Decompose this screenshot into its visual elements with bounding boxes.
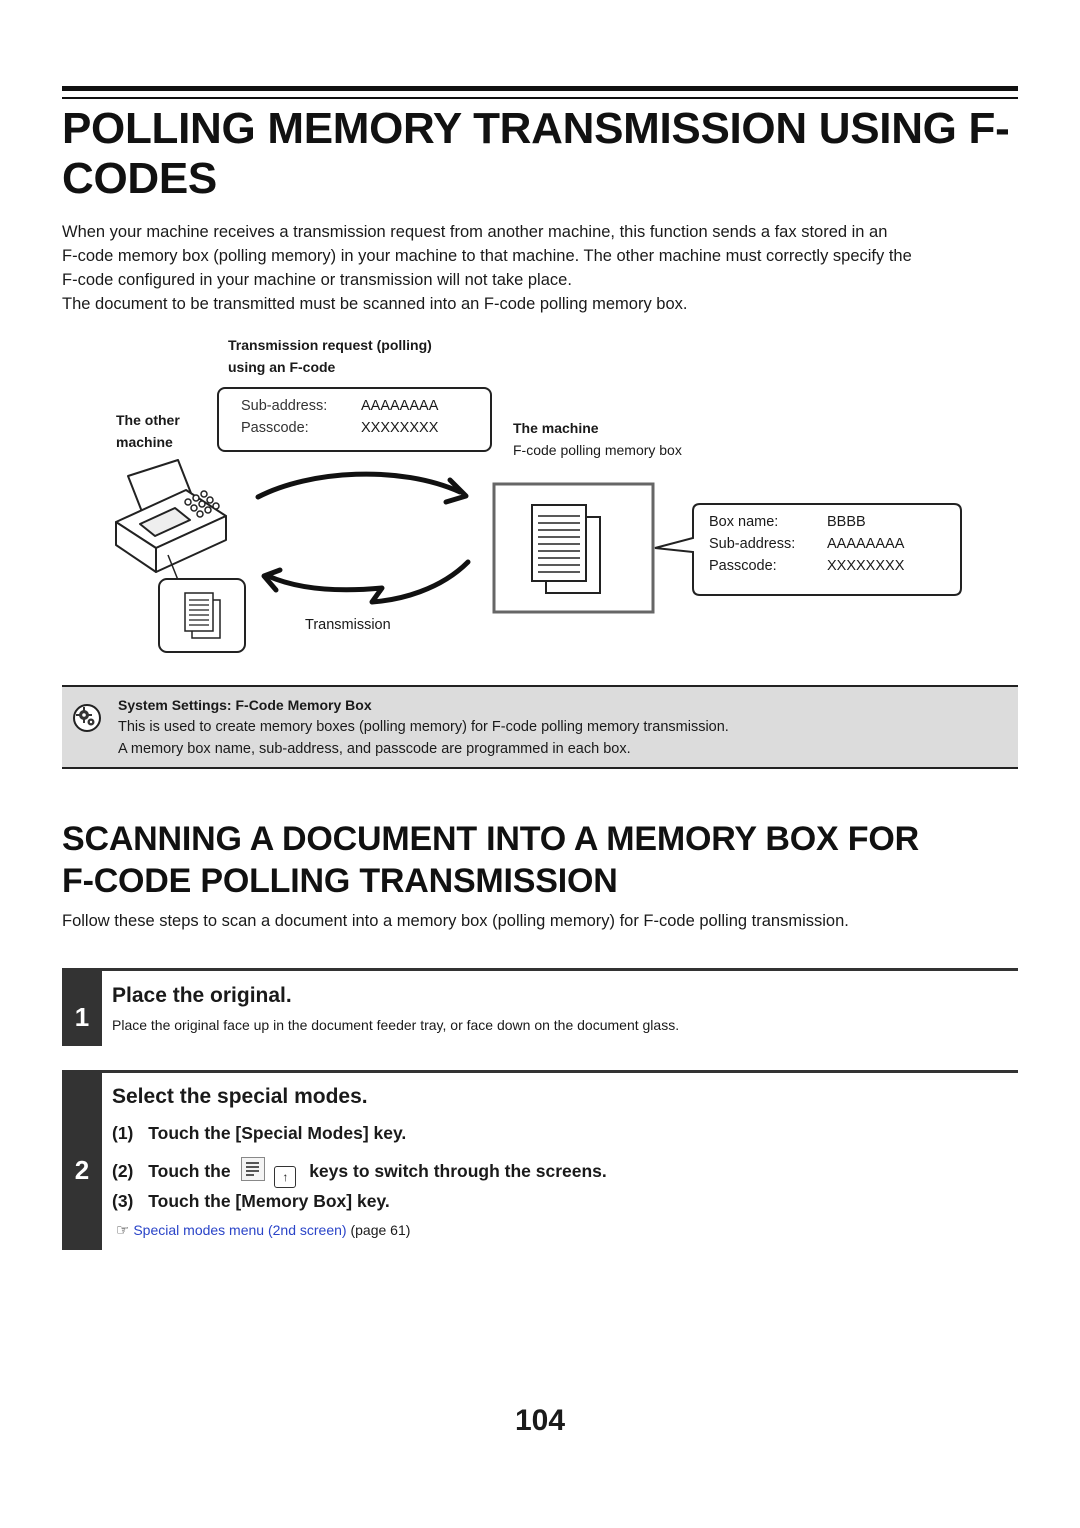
substep-1 — [112, 1123, 406, 1144]
settings-gear-icon — [72, 703, 102, 733]
memory-passcode-value: XXXXXXXX — [827, 558, 905, 574]
substep-1-text: Touch the [Special Modes] key. — [148, 1123, 407, 1143]
pointing-hand-icon: ☞ — [116, 1222, 130, 1239]
section-title-line1: SCANNING A DOCUMENT INTO A MEMORY BOX FOR — [62, 820, 919, 858]
box-name-label: Box name: — [709, 514, 779, 530]
section-title-line2: F-CODE POLLING TRANSMISSION — [62, 862, 618, 900]
memory-sub-address-value: AAAAAAAA — [827, 536, 905, 552]
intro-line-4: The document to be transmitted must be scanned into an F-code polling memory box. — [62, 295, 688, 313]
system-settings-note — [62, 685, 1018, 769]
step-1-title: Place the original. — [112, 984, 292, 1007]
page-title: POLLING MEMORY TRANSMISSION USING F-CODES — [62, 104, 1010, 203]
section-title — [62, 818, 1022, 902]
intro-line-1: When your machine receives a transmission request from another machine, this function sends a fax stored in an — [62, 223, 888, 241]
step-2-title: Select the special modes. — [112, 1085, 368, 1108]
request-arrow-icon — [258, 474, 466, 502]
transmission-label: Transmission — [305, 617, 391, 633]
memory-box-callout — [655, 504, 961, 595]
note-line-1: This is used to create memory boxes (polling memory) for F-code polling memory transmission. — [118, 719, 729, 735]
screen-list-key-icon — [241, 1157, 265, 1181]
other-machine-label-line2: machine — [116, 434, 173, 450]
step-2-rule — [102, 1070, 1018, 1073]
request-passcode-label: Passcode: — [241, 420, 309, 436]
step-2-reference — [116, 1221, 410, 1239]
request-label-line2: using an F-code — [228, 359, 336, 375]
request-sub-address-label: Sub-address: — [241, 398, 328, 414]
page-number: 104 — [514, 1404, 566, 1437]
step-2-number: 2 — [62, 1070, 102, 1250]
request-passcode-value: XXXXXXXX — [361, 420, 439, 436]
substep-3-text: Touch the [Memory Box] key. — [148, 1191, 390, 1211]
memory-sub-address-label: Sub-address: — [709, 536, 796, 552]
substep-1-num: (1) — [112, 1123, 134, 1143]
section-intro: Follow these steps to scan a document into a memory box (polling memory) for F-code polling transmission. — [62, 912, 849, 930]
substep-3-num: (3) — [112, 1191, 134, 1211]
substep-2-text-before: Touch the — [148, 1161, 231, 1181]
substep-3 — [112, 1191, 390, 1212]
step-1-number: 1 — [62, 968, 102, 1046]
substep-2-num: (2) — [112, 1161, 134, 1181]
special-modes-menu-link[interactable]: Special modes menu (2nd screen) — [133, 1222, 347, 1238]
fax-machine-icon — [116, 460, 226, 572]
other-machine-label-line1: The other — [116, 412, 180, 428]
note-line-2: A memory box name, sub-address, and passcode are programmed in each box. — [118, 741, 631, 757]
request-label-line1: Transmission request (polling) — [228, 337, 432, 353]
document-stack-icon — [185, 593, 220, 638]
box-name-value: BBBB — [827, 514, 866, 530]
reference-page: (page 61) — [350, 1222, 411, 1238]
note-title: System Settings: F-Code Memory Box — [118, 697, 372, 713]
intro-line-3: F-code configured in your machine or transmission will not take place. — [62, 271, 572, 289]
the-machine-label: The machine — [513, 420, 599, 436]
polling-box-label: F-code polling memory box — [513, 442, 682, 458]
substep-2-text-after: keys to switch through the screens. — [309, 1161, 607, 1181]
step-1-description: Place the original face up in the document feeder tray, or face down on the document glass. — [112, 1017, 680, 1033]
diagram-graphics — [0, 0, 1080, 700]
intro-line-2: F-code memory box (polling memory) in your machine to that machine. The other machine must correctly specify the — [62, 247, 912, 265]
stored-document-icon — [532, 505, 600, 593]
substep-2 — [112, 1157, 607, 1188]
memory-passcode-label: Passcode: — [709, 558, 777, 574]
transmission-arrow-icon — [264, 562, 468, 602]
request-sub-address-value: AAAAAAAA — [361, 398, 439, 414]
screen-switch-arrow-key-icon: ↑ — [274, 1166, 296, 1188]
step-1-rule — [102, 968, 1018, 971]
